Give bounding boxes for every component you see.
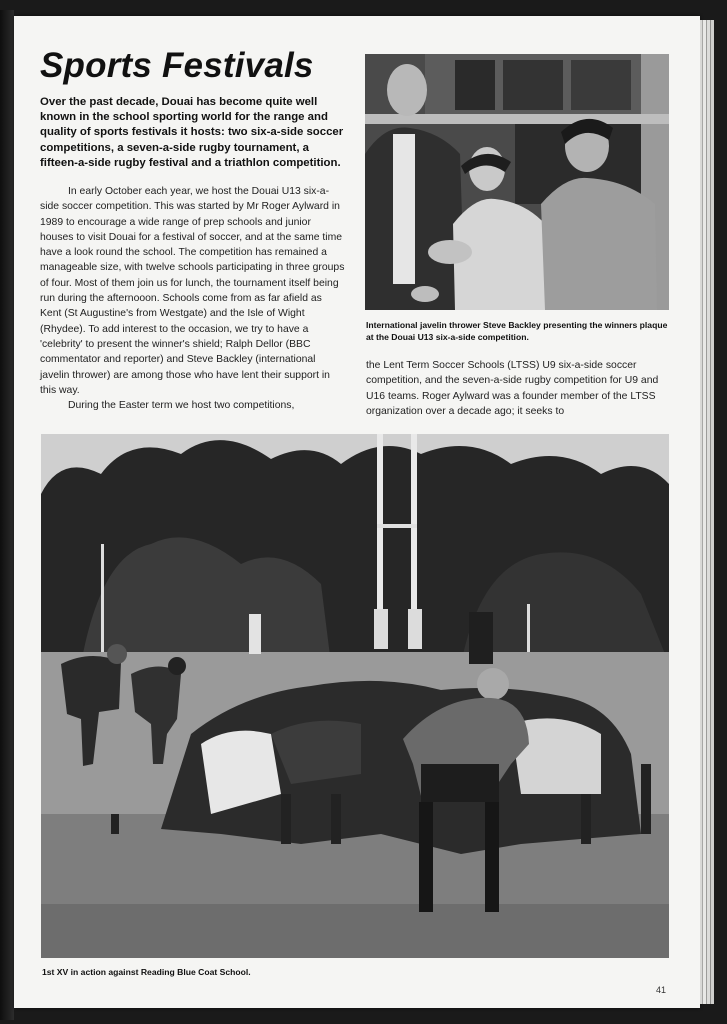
paragraph-festival-u13: In early October each year, we host the Douai U13 six-a-side soccer competition. This was started by Mr Roger Aylward in 1989 to encourage a wide range of prep schools and junior houses to visit Douai for a festival of soccer, and at the same time have a look round the school. The competition has remained a manageable size, with twelve schools participating in three groups of four. Most of them join us for lunch, the tournament itself being run during the afternooon. Schools come from as far afield as Kent (St Augustine's from Westgate) and the Isle of Wight (Rhydee). To add interest to the occasion, we try to have a 'celebrity' to present the winner's shield; Ralph Dellor (BBC commentator and reporter) and Steve Backley (international javelin thrower) are among those who have lent their support in this way. xyxy=(40,186,345,396)
photo-rugby-scrum-image xyxy=(41,434,669,958)
photo-javelin-presentation xyxy=(365,54,669,310)
photo-rugby-scrum xyxy=(41,434,669,958)
photo-javelin-presentation-image xyxy=(365,54,669,310)
page-stack-edge xyxy=(700,20,714,1004)
article-intro: Over the past decade, Douai has become quite well known in the school sporting world for the range and quality of sports festivals it hosts: two six-a-side soccer competitions, a seven-a-side rugby tournament, a fifteen-a-side rugby festival and a triathlon competition. xyxy=(40,96,344,169)
article-title: Sports Festivals xyxy=(40,46,314,85)
right-column xyxy=(366,358,671,419)
paragraph-ltss: the Lent Term Soccer Schools (LTSS) U9 six-a-side soccer competition, and the seven-a-side rugby competition for U9 and U16 teams. Roger Aylward was a founder member of the LTSS organization over a decade ago; it seeks to xyxy=(366,360,659,417)
page-number: 41 xyxy=(656,985,667,995)
paragraph-easter-term: During the Easter term we host two competitions, xyxy=(68,400,295,412)
left-column xyxy=(40,184,345,413)
caption-javelin-presentation: International javelin thrower Steve Backley presenting the winners plaque at the Douai U13 six-a-side competition. xyxy=(366,320,668,342)
caption-rugby-scrum: 1st XV in action against Reading Blue Coat School. xyxy=(42,967,251,977)
book-spine xyxy=(0,10,14,1020)
